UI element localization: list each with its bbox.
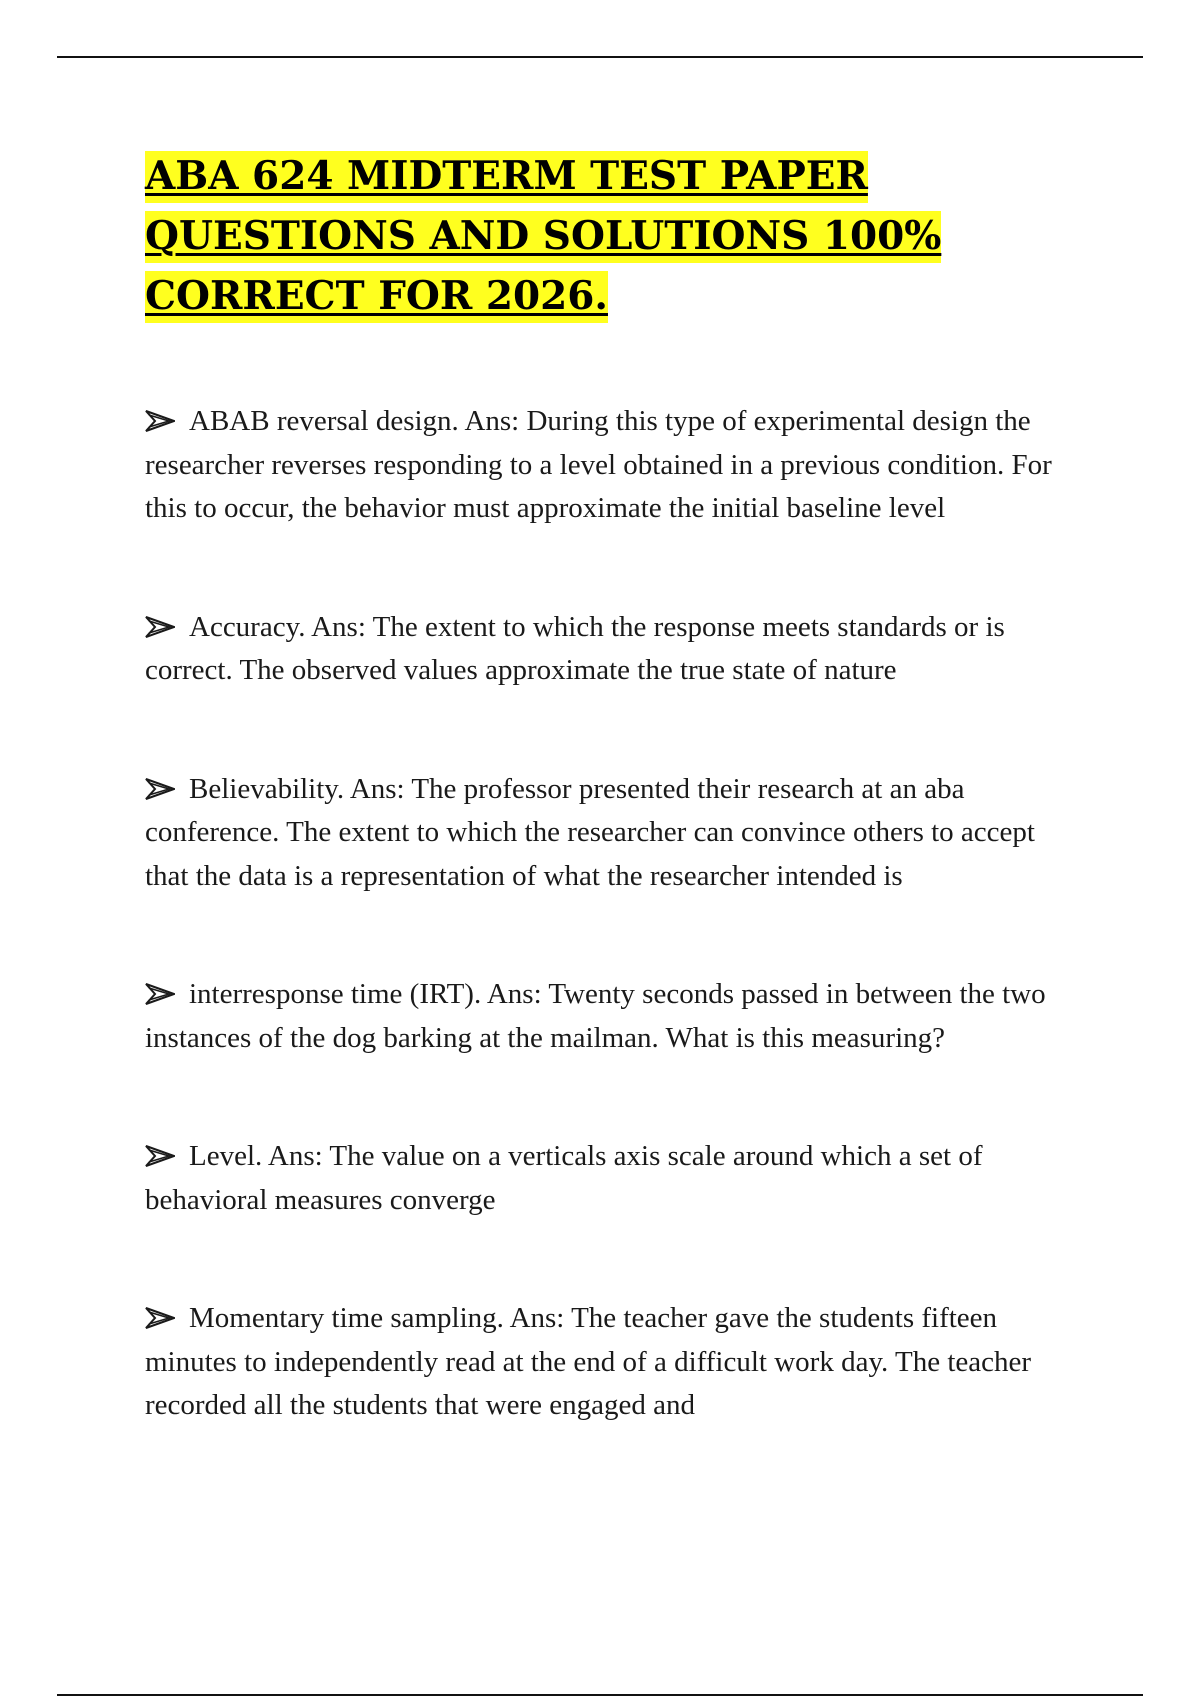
arrowhead-bullet-icon	[145, 616, 175, 638]
arrowhead-bullet-icon	[145, 1307, 175, 1329]
qa-text: ABAB reversal design. Ans: During this type of experimental design the researcher reverses responding to a level obtained in a previous condition. For this to occur, the behavior must approximate the initial baseline level	[145, 405, 1052, 524]
qa-text: interresponse time (IRT). Ans: Twenty seconds passed in between the two instances of the dog barking at the mailman. What is this measuring?	[145, 978, 1046, 1054]
qa-text: Accuracy. Ans: The extent to which the response meets standards or is correct. The observed values approximate the true state of nature	[145, 610, 1005, 686]
arrowhead-bullet-icon	[145, 778, 175, 800]
qa-item	[145, 1297, 1065, 1428]
qa-item	[145, 400, 1065, 531]
document-title	[145, 146, 1065, 326]
qa-item	[145, 973, 1065, 1060]
qa-list	[145, 400, 1065, 1428]
qa-item	[145, 606, 1065, 693]
title-highlight: ABA 624 MIDTERM TEST PAPER QUESTIONS AND SOLUTIONS 100% CORRECT FOR 2026.	[145, 151, 941, 323]
qa-text: Momentary time sampling. Ans: The teacher gave the students fifteen minutes to independently read at the end of a difficult work day. The teacher recorded all the students that were engaged and	[145, 1302, 1032, 1421]
arrowhead-bullet-icon	[145, 1145, 175, 1167]
arrowhead-bullet-icon	[145, 410, 175, 432]
arrowhead-bullet-icon	[145, 983, 175, 1005]
qa-text: Level. Ans: The value on a verticals axis scale around which a set of behavioral measures converge	[145, 1140, 983, 1216]
top-rule	[57, 56, 1143, 58]
qa-item	[145, 1135, 1065, 1222]
bottom-rule	[57, 1694, 1143, 1696]
qa-text: Believability. Ans: The professor presented their research at an aba conference. The extent to which the researcher can convince others to accept that the data is a representation of what the researcher intended is	[145, 772, 1035, 892]
qa-item	[145, 768, 1065, 899]
